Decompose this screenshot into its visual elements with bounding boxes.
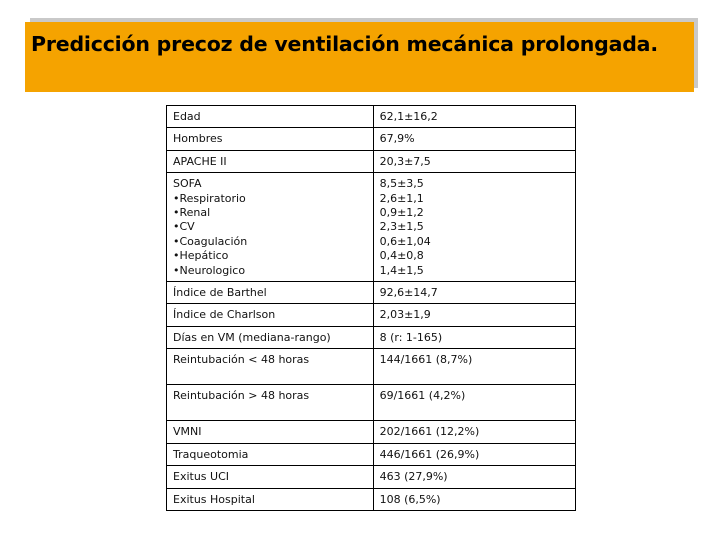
row-label: Reintubación > 48 horas bbox=[167, 385, 374, 421]
page-title: Predicción precoz de ventilación mecánica prolongada. bbox=[31, 32, 658, 56]
row-label: Edad bbox=[167, 106, 374, 128]
table-row-sofa bbox=[167, 173, 576, 282]
row-label: Exitus UCI bbox=[167, 466, 374, 488]
row-value: 92,6±14,7 bbox=[373, 282, 575, 304]
sofa-sub-label: •Hepático bbox=[173, 249, 229, 263]
row-label: Traqueotomia bbox=[167, 443, 374, 465]
table-row bbox=[167, 443, 576, 465]
row-value: 446/1661 (26,9%) bbox=[373, 443, 575, 465]
sofa-sub-label: •Neurologico bbox=[173, 263, 246, 277]
row-label: Exitus Hospital bbox=[167, 488, 374, 510]
sofa-sub-label: •Coagulación bbox=[173, 234, 248, 248]
row-value: 463 (27,9%) bbox=[373, 466, 575, 488]
sofa-sub-value: 2,6±1,1 bbox=[379, 191, 424, 205]
row-label: Reintubación < 48 horas bbox=[167, 349, 374, 385]
sofa-sub-value: 0,4±0,8 bbox=[379, 249, 424, 263]
row-label: Índice de Charlson bbox=[167, 304, 374, 326]
row-value: 69/1661 (4,2%) bbox=[373, 385, 575, 421]
row-value: 62,1±16,2 bbox=[373, 106, 575, 128]
sofa-sub-value: 0,9±1,2 bbox=[379, 206, 424, 220]
sofa-value-cell bbox=[373, 173, 575, 282]
table-row bbox=[167, 282, 576, 304]
table-row bbox=[167, 128, 576, 150]
row-value: 2,03±1,9 bbox=[373, 304, 575, 326]
table-row bbox=[167, 385, 576, 421]
row-value: 202/1661 (12,2%) bbox=[373, 421, 575, 443]
row-label: VMNI bbox=[167, 421, 374, 443]
table-row bbox=[167, 304, 576, 326]
sofa-sub-value: 1,4±1,5 bbox=[379, 263, 424, 277]
row-label: Hombres bbox=[167, 128, 374, 150]
sofa-sub-label: •CV bbox=[173, 220, 195, 234]
row-value: 20,3±7,5 bbox=[373, 150, 575, 172]
table-row bbox=[167, 421, 576, 443]
sofa-sub-value: 2,3±1,5 bbox=[379, 220, 424, 234]
row-value: 8 (r: 1-165) bbox=[373, 326, 575, 348]
patient-characteristics-table bbox=[166, 105, 576, 511]
sofa-sub-label: •Renal bbox=[173, 206, 211, 220]
row-value: 108 (6,5%) bbox=[373, 488, 575, 510]
table-row bbox=[167, 349, 576, 385]
row-value: 144/1661 (8,7%) bbox=[373, 349, 575, 385]
table-row bbox=[167, 150, 576, 172]
row-value: 67,9% bbox=[373, 128, 575, 150]
row-label: SOFA bbox=[173, 177, 202, 191]
table-row bbox=[167, 106, 576, 128]
row-label: Índice de Barthel bbox=[167, 282, 374, 304]
table-row bbox=[167, 326, 576, 348]
sofa-sub-label: •Respiratorio bbox=[173, 191, 246, 205]
title-banner bbox=[25, 22, 694, 92]
row-label: Días en VM (mediana-rango) bbox=[167, 326, 374, 348]
sofa-sub-value: 0,6±1,04 bbox=[379, 234, 431, 248]
table-row bbox=[167, 488, 576, 510]
sofa-label-cell bbox=[167, 173, 374, 282]
row-label: APACHE II bbox=[167, 150, 374, 172]
table-row bbox=[167, 466, 576, 488]
row-value: 8,5±3,5 bbox=[379, 177, 424, 191]
